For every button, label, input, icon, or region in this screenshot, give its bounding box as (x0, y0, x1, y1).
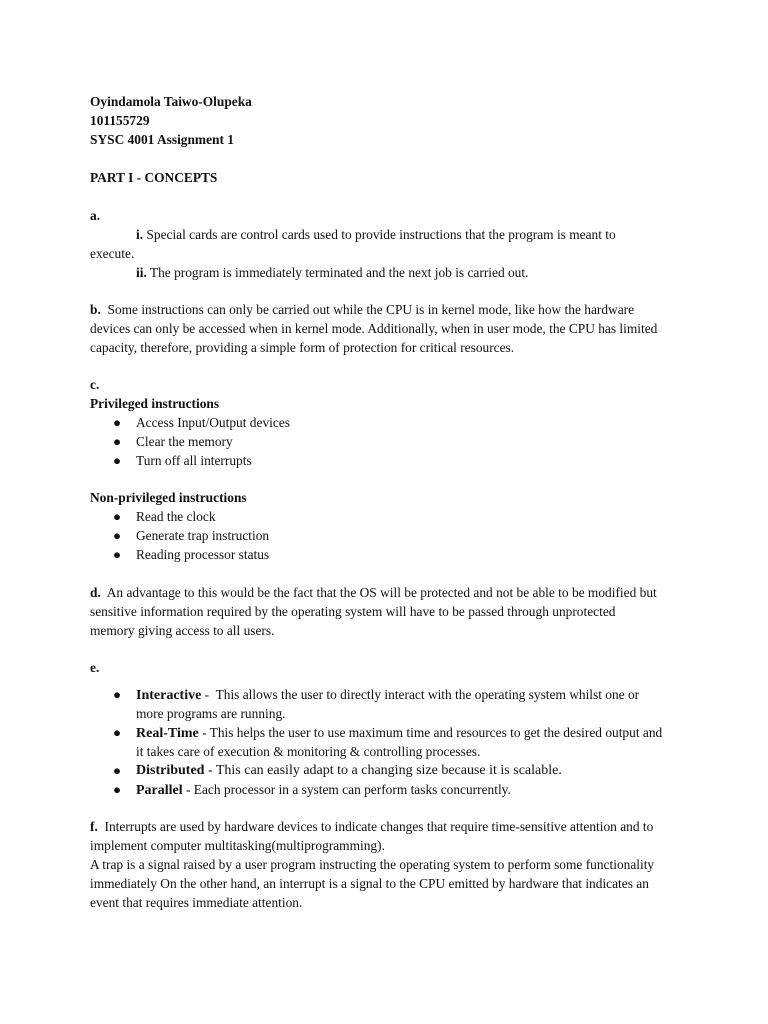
section-a-i-line1 (90, 225, 690, 244)
term-distributed: Distributed (136, 763, 205, 778)
section-f-text1: Interrupts are used by hardware devices to indicate changes that require time-sensitive attention and to (97, 819, 654, 834)
privileged-list (90, 413, 690, 470)
term-parallel: Parallel (136, 783, 183, 798)
section-b-line3: capacity, therefore, providing a simple form of protection for critical resources. (90, 340, 515, 355)
section-d-label: d. (90, 585, 101, 600)
list-item: ● Access Input/Output devices (112, 415, 290, 430)
list-item: ● Clear the memory (112, 434, 233, 449)
section-d-line2: sensitive information required by the operating system will have to be passed through unprotected (90, 604, 616, 619)
section-b-label: b. (90, 302, 101, 317)
section-a-i-line2: execute. (90, 246, 135, 261)
os-types-list (90, 686, 690, 800)
section-f (90, 817, 690, 912)
section-a-ii-text: The program is immediately terminated and the next job is carried out. (146, 265, 529, 280)
section-a-ii-label: ii. (136, 265, 147, 280)
section-d-line1 (90, 583, 690, 602)
bullet-icon: ● (112, 725, 122, 740)
term-real-time: Real-Time (136, 726, 199, 741)
section-e-label: e. (90, 660, 100, 675)
bullet-icon: ● (112, 453, 122, 468)
section-e-list-block (90, 686, 690, 801)
list-item: ● Read the clock (112, 509, 216, 524)
section-f-line4: immediately On the other hand, an interrupt is a signal to the CPU emitted by hardware that indicates an (90, 876, 649, 891)
author-name: Oyindamola Taiwo-Olupeka (90, 94, 252, 109)
section-a-i-text1: Special cards are control cards used to provide instructions that the program is meant to (143, 227, 616, 242)
list-item: ● Interactive - This allows the user to directly interact with the operating system whilst one or more programs are running. (112, 687, 640, 721)
nonprivileged-list (90, 507, 690, 564)
section-a-label: a. (90, 208, 101, 223)
bullet-icon: ● (112, 528, 122, 543)
section-c-label: c. (90, 377, 100, 392)
list-item: ● Turn off all interrupts (112, 453, 252, 468)
section-f-label: f. (90, 819, 98, 834)
course-title: SYSC 4001 Assignment 1 (90, 132, 234, 147)
list-item: ● Real-Time - This helps the user to use maximum time and resources to get the desired output and it takes care of execution & monitoring & controlling processes. (112, 725, 663, 759)
section-c-nonprivileged (90, 488, 690, 564)
section-c (90, 375, 690, 470)
section-a (90, 206, 690, 282)
section-b-line1 (90, 300, 690, 319)
list-item: ● Reading processor status (112, 547, 270, 562)
list-item: ● Generate trap instruction (112, 528, 270, 543)
section-a-ii-line (90, 263, 690, 282)
section-b-line2: devices can only be accessed when in kernel mode. Additionally, when in user mode, the CPU has limited (90, 321, 658, 336)
section-b-text1: Some instructions can only be carried out while the CPU is in kernel mode, like how the hardware (100, 302, 635, 317)
bullet-icon: ● (112, 782, 122, 797)
privileged-heading: Privileged instructions (90, 396, 220, 411)
section-d (90, 583, 690, 640)
part-title-block (90, 168, 690, 187)
term-interactive: Interactive (136, 688, 202, 703)
bullet-icon: ● (112, 415, 122, 430)
section-b (90, 300, 690, 357)
bullet-icon: ● (112, 547, 122, 562)
list-item: ● Parallel - Each processor in a system can perform tasks concurrently. (112, 782, 511, 798)
bullet-icon: ● (112, 434, 122, 449)
section-d-line3: memory giving access to all users. (90, 623, 275, 638)
student-id: 101155729 (90, 113, 150, 128)
section-f-line2: implement computer multitasking(multiprogramming). (90, 838, 385, 853)
list-item: ● Distributed - This can easily adapt to a changing size because it is scalable. (112, 763, 562, 778)
section-d-text1: An advantage to this would be the fact that the OS will be protected and not be able to be modified but (100, 585, 657, 600)
section-f-line5: event that requires immediate attention. (90, 895, 303, 910)
part-title: PART I - CONCEPTS (90, 170, 218, 185)
bullet-icon: ● (112, 763, 122, 778)
section-a-i-label: i. (136, 227, 144, 242)
section-f-line3: A trap is a signal raised by a user program instructing the operating system to perform some functionality (90, 857, 655, 872)
header-block (90, 92, 690, 149)
nonprivileged-heading: Non-privileged instructions (90, 490, 247, 505)
section-f-line1 (90, 817, 690, 836)
bullet-icon: ● (112, 509, 122, 524)
bullet-icon: ● (112, 687, 122, 702)
section-e (90, 658, 690, 677)
